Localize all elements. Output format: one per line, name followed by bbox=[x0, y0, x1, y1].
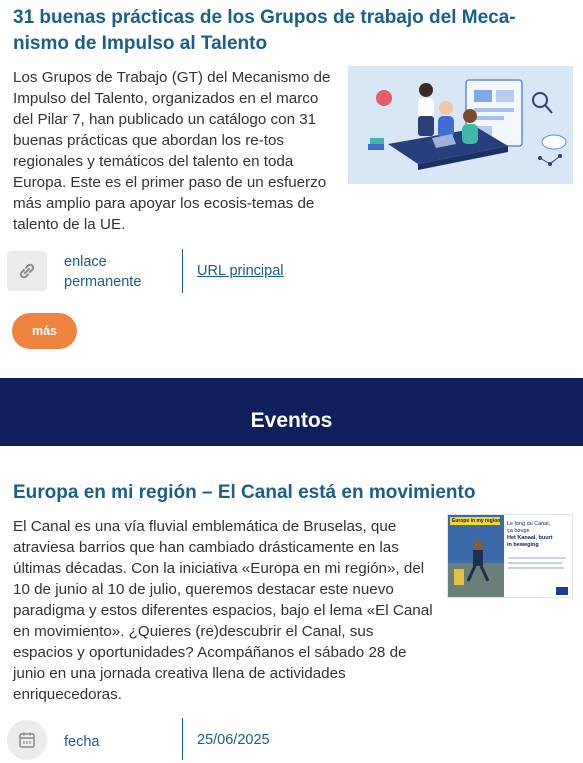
event-poster-thumbnail[interactable] bbox=[447, 514, 573, 598]
poster-fine-print bbox=[508, 562, 562, 564]
article-summary: Los Grupos de Trabajo (GT) del Mecanismo de Impulso del Talento, organizados en el marco del Pilar 7, han publicado un catálogo con 31 buenas prácticas que abordan los re-tos regionales y temáticos del talento en toda Europa. Este es el primer paso de un esfuerzo más amplio para apoyar los ecosis-temas de talento de la UE. bbox=[13, 69, 331, 233]
date-label: fecha bbox=[64, 734, 100, 750]
events-heading: Eventos bbox=[250, 409, 333, 432]
calendar-icon bbox=[7, 720, 47, 760]
poster-text bbox=[507, 521, 571, 549]
main-url-link[interactable]: URL principal bbox=[197, 263, 284, 279]
poster-line-1: Le long du Canal, bbox=[507, 521, 551, 527]
article-thumbnail[interactable] bbox=[348, 66, 573, 184]
poster-line-4: in beweging bbox=[507, 542, 539, 548]
article-title[interactable]: 31 buenas prácticas de los Grupos de trabajo del Meca-nismo de Impulso al Talento bbox=[13, 7, 516, 54]
poster-fine-print bbox=[508, 567, 564, 569]
event-summary: El Canal es una vía fluvial emblemática de Bruselas, que atraviesa barrios que han cambiado drásticamente en las últimas décadas. Con la iniciativa «Europa en mi región», del 10 de junio al 10 de julio, queremos destacar este nuevo paradigma y estos diferentes espacios, bajo el lema «El Canal en movimiento». ¿Quieres (re)descubrir el Canal, sus espacios y oportunidades? Acompáñanos el sábado 28 de junio en una jornada creativa llena de actividades enriquecedoras. bbox=[13, 518, 433, 703]
poster-banner: Europe in my region bbox=[452, 518, 500, 524]
team-meeting-illustration bbox=[348, 66, 573, 184]
article-meta bbox=[0, 251, 583, 301]
poster-line-2: ça bouge bbox=[507, 528, 530, 534]
link-icon bbox=[7, 251, 47, 291]
event-meta bbox=[0, 720, 583, 763]
event-date: 25/06/2025 bbox=[197, 732, 270, 748]
event-title[interactable]: Europa en mi región – El Canal está en movimiento bbox=[13, 482, 476, 503]
poster-fine-print bbox=[508, 557, 566, 559]
permalink-link[interactable]: enlace permanente bbox=[64, 254, 142, 290]
meta-divider bbox=[182, 249, 183, 293]
poster-line-3: Het Kanaal, buurt bbox=[507, 535, 553, 541]
eu-flag-icon bbox=[556, 587, 568, 595]
more-button[interactable]: más bbox=[12, 313, 77, 349]
meta-divider bbox=[182, 718, 183, 760]
poster-photo bbox=[448, 515, 504, 598]
